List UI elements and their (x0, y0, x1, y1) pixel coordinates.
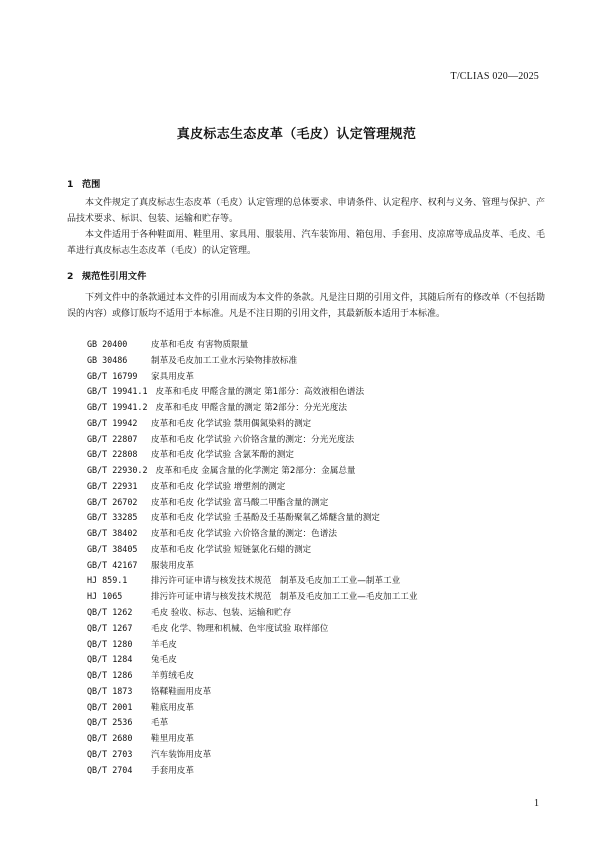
page-number: 1 (534, 798, 539, 809)
reference-code: GB/T 19941.1 (87, 386, 148, 397)
reference-item (87, 558, 417, 574)
reference-code: GB 30486 (87, 354, 128, 365)
reference-item (87, 621, 417, 637)
scope-paragraph-2: 本文件适用于各种鞋面用、鞋里用、家具用、服装用、汽车装饰用、箱包用、手套用、皮凉席等成品皮革、毛皮、毛革进行真皮标志生态皮革（毛皮）的认定管理。 (67, 230, 545, 256)
reference-item (87, 542, 417, 558)
reference-item (87, 447, 417, 463)
reference-code: GB/T 16799 (87, 370, 138, 381)
reference-code: QB/T 1286 (87, 670, 133, 681)
reference-name: 羊剪绒毛皮 (151, 671, 194, 682)
reference-name: 羊毛皮 (151, 639, 177, 650)
reference-name: 皮革和毛皮 化学试验 禁用偶氮染料的测定 (151, 418, 312, 429)
reference-item (87, 684, 417, 700)
reference-item (87, 416, 417, 432)
reference-code: GB/T 22931 (87, 480, 138, 491)
section-number: 1 (67, 179, 74, 190)
reference-name: 皮革和毛皮 化学试验 含氯苯酚的测定 (151, 450, 294, 461)
reference-name: 毛皮 化学、物理和机械、色牢度试验 取样部位 (151, 623, 329, 634)
reference-item (87, 479, 417, 495)
reference-item (87, 573, 417, 589)
references-intro-paragraph: 下列文件中的条款通过本文件的引用而成为本文件的条款。凡是注日期的引用文件，其随后所有的修改单（不包括勘误的内容）或修订版均不适用于本标准。凡是不注日期的引用文件，其最新版本适用于本标准。 (67, 293, 545, 319)
reference-item (87, 731, 417, 747)
reference-item (87, 747, 417, 763)
reference-name: 毛革 (151, 718, 169, 729)
reference-name: 手套用皮革 (151, 765, 194, 776)
reference-name: 家具用皮革 (151, 371, 194, 382)
reference-item (87, 700, 417, 716)
reference-code: GB/T 19941.2 (87, 402, 148, 413)
reference-name: 皮革和毛皮 甲醛含量的测定 第2部分：分光光度法 (155, 403, 347, 414)
reference-item (87, 495, 417, 511)
reference-code: GB/T 38402 (87, 528, 138, 539)
reference-code: QB/T 2001 (87, 701, 133, 712)
reference-name: 汽车装饰用皮革 (151, 749, 212, 760)
reference-name: 毛皮 验收、标志、包装、运输和贮存 (151, 608, 292, 619)
reference-item (87, 510, 417, 526)
reference-code: QB/T 2704 (87, 764, 133, 775)
reference-code: GB/T 22808 (87, 449, 138, 460)
reference-list (87, 337, 417, 778)
reference-name: 兔毛皮 (151, 655, 177, 666)
reference-item (87, 668, 417, 684)
reference-item (87, 432, 417, 448)
reference-code: QB/T 2680 (87, 733, 133, 744)
scope-paragraph-1: 本文件规定了真皮标志生态皮革（毛皮）认定管理的总体要求、申请条件、认定程序、权利与义务、管理与保护、产品技术要求、标识、包装、运输和贮存等。 (67, 198, 545, 224)
reference-code: QB/T 2536 (87, 717, 133, 728)
reference-code: QB/T 2703 (87, 748, 133, 759)
reference-name: 皮革和毛皮 化学试验 短链氯化石蜡的测定 (151, 544, 312, 555)
section-title: 范围 (82, 179, 101, 190)
reference-item (87, 589, 417, 605)
section-number: 2 (67, 271, 74, 282)
reference-code: QB/T 1267 (87, 622, 133, 633)
reference-name: 皮革和毛皮 有害物质限量 (151, 340, 249, 350)
document-title: 真皮标志生态皮革（毛皮）认定管理规范 (176, 127, 417, 142)
reference-item (87, 369, 417, 385)
reference-item (87, 637, 417, 653)
reference-name: 皮革和毛皮 化学试验 六价铬含量的测定：分光光度法 (151, 434, 355, 445)
reference-item (87, 652, 417, 668)
reference-item (87, 353, 417, 369)
reference-name: 皮革和毛皮 化学试验 增塑剂的测定 (151, 481, 286, 492)
reference-item (87, 384, 417, 400)
reference-name: 铬鞣鞋面用皮革 (151, 686, 212, 697)
reference-name: 皮革和毛皮 化学试验 壬基酚及壬基酚聚氧乙烯醚含量的测定 (151, 513, 380, 524)
reference-code: QB/T 1284 (87, 654, 133, 665)
reference-code: QB/T 1873 (87, 685, 133, 696)
reference-code: QB/T 1262 (87, 607, 133, 618)
reference-name: 皮革和毛皮 甲醛含量的测定 第1部分：高效液相色谱法 (155, 387, 365, 398)
reference-code: GB/T 22807 (87, 433, 138, 444)
reference-item (87, 526, 417, 542)
reference-name: 服装用皮革 (151, 560, 194, 571)
reference-item (87, 400, 417, 416)
reference-name: 皮革和毛皮 化学试验 富马酸二甲酯含量的测定 (151, 497, 329, 508)
reference-item (87, 605, 417, 621)
reference-item (87, 337, 417, 353)
reference-item (87, 763, 417, 779)
reference-name: 制革及毛皮加工工业水污染物排放标准 (151, 355, 298, 366)
reference-name: 皮革和毛皮 金属含量的化学测定 第2部分：金属总量 (155, 466, 356, 477)
reference-item (87, 715, 417, 731)
reference-code: GB/T 22930.2 (87, 465, 148, 476)
reference-item (87, 463, 417, 479)
reference-code: GB/T 19942 (87, 417, 138, 428)
reference-code: GB 20400 (87, 339, 128, 349)
reference-name: 排污许可证申请与核发技术规范 制革及毛皮加工工业—毛皮加工工业 (151, 592, 418, 603)
reference-code: QB/T 1280 (87, 638, 133, 649)
reference-code: GB/T 33285 (87, 512, 138, 523)
document-code: T/CLIAS 020—2025 (450, 71, 539, 82)
reference-code: HJ 859.1 (87, 575, 128, 586)
reference-name: 排污许可证申请与核发技术规范 制革及毛皮加工工业—制革工业 (151, 576, 401, 587)
section-heading-scope (67, 176, 100, 190)
reference-code: GB/T 42167 (87, 559, 138, 570)
reference-name: 鞋底用皮革 (151, 702, 194, 713)
reference-code: HJ 1065 (87, 591, 123, 602)
section-title: 规范性引用文件 (82, 271, 147, 282)
reference-name: 皮革和毛皮 化学试验 六价铬含量的测定：色谱法 (151, 529, 337, 540)
section-heading-normative-references (67, 268, 146, 282)
reference-name: 鞋里用皮革 (151, 734, 194, 745)
reference-code: GB/T 26702 (87, 496, 138, 507)
reference-code: GB/T 38405 (87, 543, 138, 554)
